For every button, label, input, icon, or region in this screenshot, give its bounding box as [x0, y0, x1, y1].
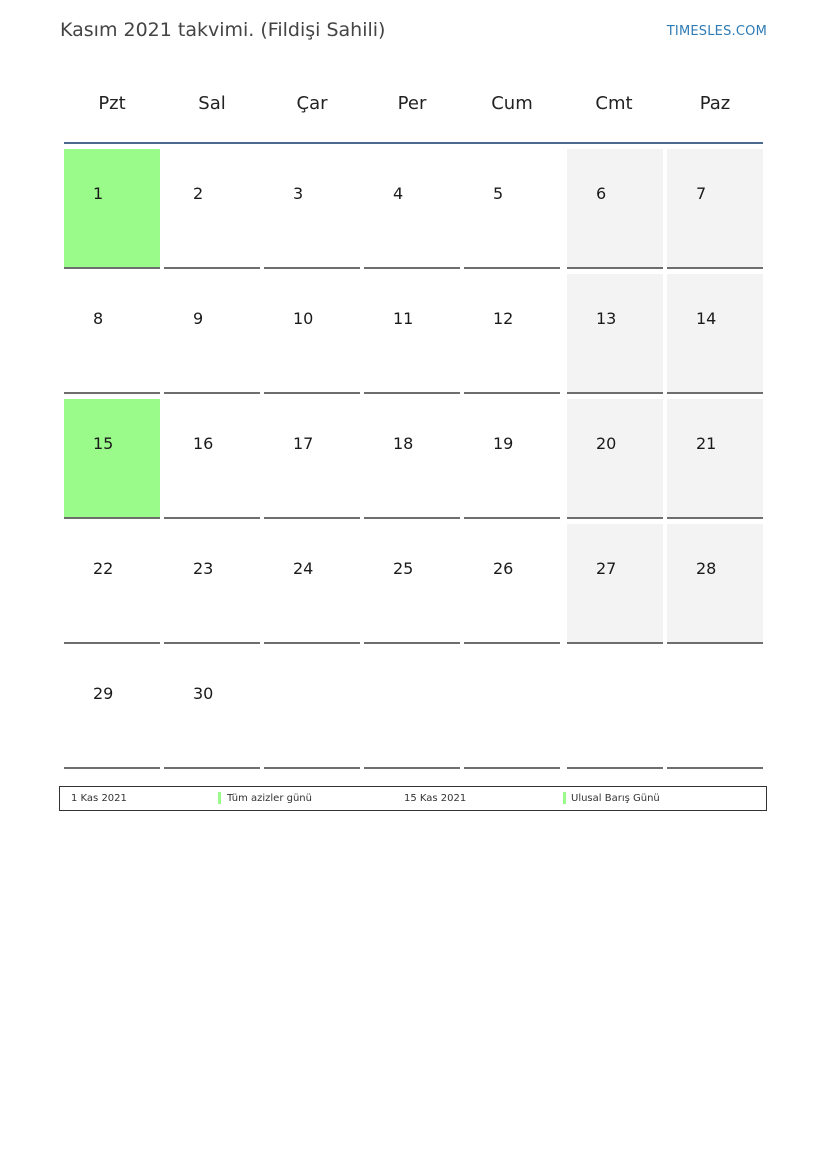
day-cell[interactable] — [364, 524, 460, 644]
day-cell[interactable] — [464, 149, 560, 269]
day-cell[interactable] — [667, 399, 763, 519]
day-cell[interactable] — [64, 524, 160, 644]
day-cell[interactable] — [164, 649, 260, 769]
day-cell[interactable] — [567, 274, 663, 394]
day-number: 18 — [393, 434, 414, 453]
empty-day-cell — [567, 649, 663, 769]
day-cell[interactable] — [364, 399, 460, 519]
weekday-wed: Çar — [296, 93, 328, 114]
day-number: 9 — [193, 309, 204, 328]
day-cell[interactable] — [64, 399, 160, 519]
day-number: 3 — [293, 184, 304, 203]
day-number: 8 — [93, 309, 104, 328]
day-number: 10 — [293, 309, 314, 328]
day-cell[interactable] — [464, 399, 560, 519]
day-number: 24 — [293, 559, 314, 578]
holiday-color-marker — [218, 792, 221, 804]
day-cell[interactable] — [64, 649, 160, 769]
day-number: 5 — [493, 184, 504, 203]
empty-day-cell — [264, 649, 360, 769]
day-number: 1 — [93, 184, 104, 203]
weekday-mon: Pzt — [98, 93, 126, 114]
day-number: 19 — [493, 434, 514, 453]
day-cell[interactable] — [64, 149, 160, 269]
holiday-color-marker — [563, 792, 566, 804]
weekday-sat: Cmt — [595, 93, 633, 114]
holiday-date-2: 15 Kas 2021 — [404, 793, 467, 804]
day-cell[interactable] — [464, 274, 560, 394]
weekday-fri: Cum — [491, 93, 533, 114]
empty-day-cell — [464, 649, 560, 769]
day-number: 20 — [596, 434, 617, 453]
day-cell[interactable] — [164, 399, 260, 519]
holiday-date-1: 1 Kas 2021 — [71, 793, 127, 804]
day-cell[interactable] — [164, 149, 260, 269]
day-number: 17 — [293, 434, 314, 453]
day-cell[interactable] — [264, 149, 360, 269]
day-cell[interactable] — [164, 274, 260, 394]
brand-link[interactable]: TIMESLES.COM — [666, 24, 767, 39]
day-number: 26 — [493, 559, 514, 578]
day-number: 4 — [393, 184, 404, 203]
day-cell[interactable] — [364, 274, 460, 394]
day-number: 11 — [393, 309, 414, 328]
day-cell[interactable] — [667, 274, 763, 394]
day-cell[interactable] — [567, 149, 663, 269]
day-cell[interactable] — [667, 524, 763, 644]
day-number: 12 — [493, 309, 514, 328]
day-number: 6 — [596, 184, 607, 203]
day-cell[interactable] — [567, 524, 663, 644]
day-number: 28 — [696, 559, 717, 578]
day-number: 27 — [596, 559, 617, 578]
day-number: 13 — [596, 309, 617, 328]
day-cell[interactable] — [164, 524, 260, 644]
holiday-name-1: Tüm azizler günü — [227, 793, 312, 804]
weekday-tue: Sal — [198, 93, 226, 114]
day-number: 29 — [93, 684, 114, 703]
weekday-thu: Per — [397, 93, 427, 114]
day-number: 30 — [193, 684, 214, 703]
day-cell[interactable] — [264, 274, 360, 394]
day-number: 2 — [193, 184, 204, 203]
day-cell[interactable] — [264, 524, 360, 644]
day-number: 25 — [393, 559, 414, 578]
empty-day-cell — [667, 649, 763, 769]
day-cell[interactable] — [667, 149, 763, 269]
day-number: 7 — [696, 184, 707, 203]
day-number: 16 — [193, 434, 214, 453]
day-cell[interactable] — [364, 149, 460, 269]
empty-day-cell — [364, 649, 460, 769]
day-cell[interactable] — [264, 399, 360, 519]
page-title: Kasım 2021 takvimi. (Fildişi Sahili) — [60, 19, 386, 41]
day-number: 21 — [696, 434, 717, 453]
day-number: 15 — [93, 434, 114, 453]
day-cell[interactable] — [567, 399, 663, 519]
day-number: 14 — [696, 309, 717, 328]
holiday-legend — [59, 786, 767, 811]
day-number: 23 — [193, 559, 214, 578]
day-cell[interactable] — [64, 274, 160, 394]
day-number: 22 — [93, 559, 114, 578]
weekday-sun: Paz — [699, 93, 731, 114]
holiday-name-2: Ulusal Barış Günü — [571, 793, 660, 804]
day-cell[interactable] — [464, 524, 560, 644]
